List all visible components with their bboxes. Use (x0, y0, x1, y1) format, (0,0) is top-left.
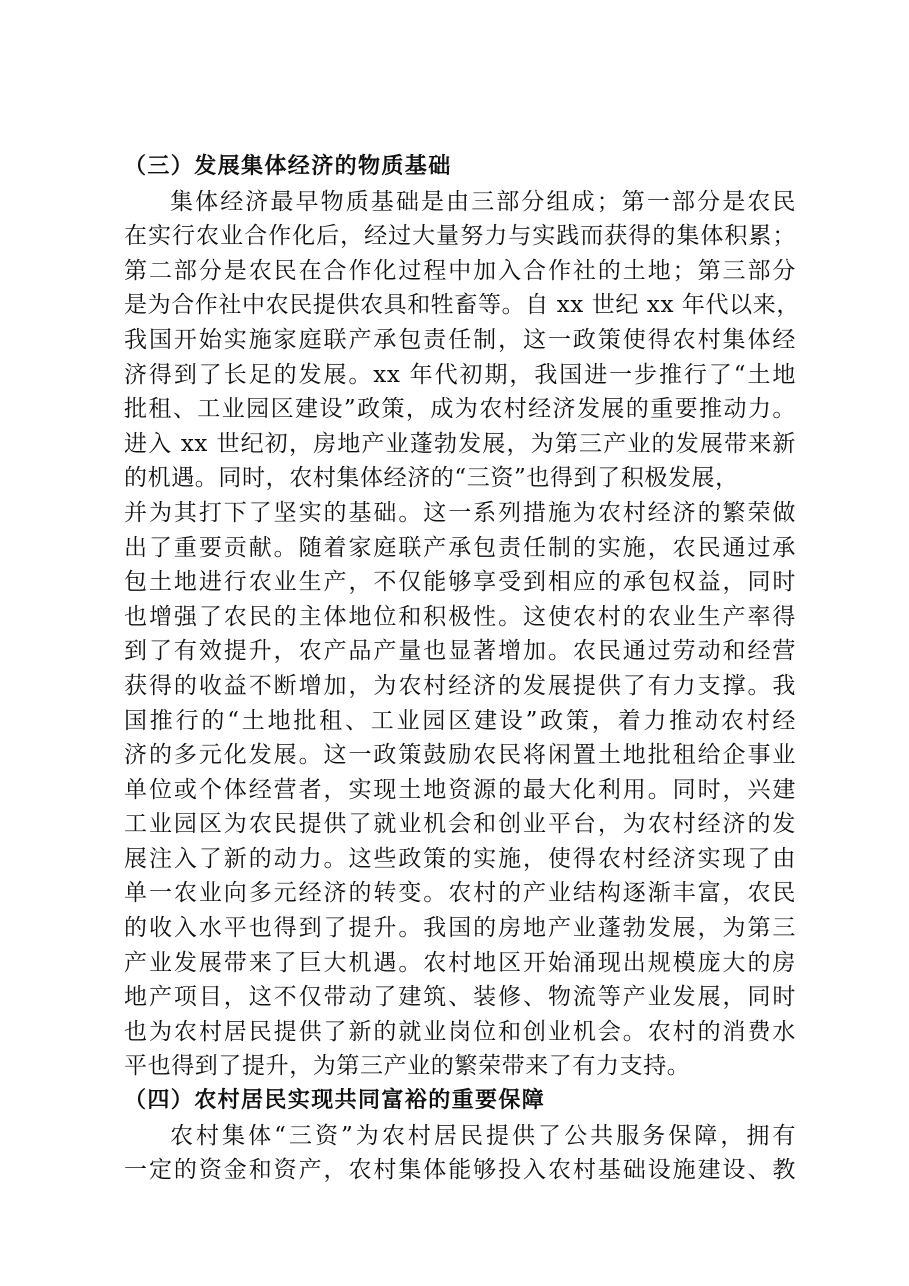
paragraph-line: 济得到了长足的发展。xx 年代初期，我国进一步推行了“土地 (124, 361, 796, 388)
section-heading-3: （三）发展集体经济的物质基础 (124, 154, 452, 179)
paragraph-line: 地产项目，这不仅带动了建筑、装修、物流等产业发展，同时 (124, 984, 796, 1011)
paragraph-line: 并为其打下了坚实的基础。这一系列措施为农村经济的繁荣做 (124, 499, 796, 526)
paragraph-line: 的机遇。同时，农村集体经济的“三资”也得到了积极发展， (124, 465, 739, 492)
paragraph-line: 单一农业向多元经济的转变。农村的产业结构逐渐丰富，农民 (124, 880, 796, 907)
paragraph-line: 农村集体“三资”为农村居民提供了公共服务保障，拥有 (170, 1122, 796, 1149)
section-heading-4: （四）农村居民实现共同富裕的重要保障 (124, 1088, 546, 1114)
paragraph-line: 在实行农业合作化后，经过大量努力与实践而获得的集体积累； (124, 223, 796, 250)
paragraph-line: 到了有效提升，农产品产量也显著增加。农民通过劳动和经营 (124, 638, 796, 665)
paragraph-line: 我国开始实施家庭联产承包责任制，这一政策使得农村集体经 (124, 326, 796, 353)
paragraph-line: 一定的资金和资产，农村集体能够投入农村基础设施建设、教 (124, 1157, 796, 1184)
paragraph-line: 展注入了新的动力。这些政策的实施，使得农村经济实现了由 (124, 845, 796, 872)
paragraph-line: 第二部分是农民在合作化过程中加入合作社的土地；第三部分 (124, 257, 796, 284)
paragraph-line: 包土地进行农业生产，不仅能够享受到相应的承包权益，同时 (124, 569, 796, 596)
paragraph-line: 国推行的“土地批租、工业园区建设”政策，着力推动农村经 (124, 707, 796, 734)
paragraph-line: 产业发展带来了巨大机遇。农村地区开始涌现出规模庞大的房 (124, 949, 796, 976)
paragraph-common-prosperity (124, 1119, 796, 1188)
paragraph-line: 也增强了农民的主体地位和积极性。这使农村的农业生产率得 (124, 603, 796, 630)
paragraph-line: 平也得到了提升，为第三产业的繁荣带来了有力支持。 (124, 1053, 691, 1080)
paragraph-line: 单位或个体经营者，实现土地资源的最大化利用。同时，兴建 (124, 776, 796, 803)
paragraph-line: 的收入水平也得到了提升。我国的房地产业蓬勃发展，为第三 (124, 915, 796, 942)
paragraph-line: 工业园区为农民提供了就业机会和创业平台，为农村经济的发 (124, 811, 796, 838)
paragraph-line: 集体经济最早物质基础是由三部分组成；第一部分是农民 (170, 188, 796, 215)
paragraph-line: 进入 xx 世纪初，房地产业蓬勃发展，为第三产业的发展带来新 (124, 430, 796, 457)
paragraph-line: 获得的收益不断增加，为农村经济的发展提供了有力支撑。我 (124, 672, 796, 699)
paragraph-line: 批租、工业园区建设”政策，成为农村经济发展的重要推动力。 (124, 396, 796, 423)
document-page (124, 150, 800, 1188)
paragraph-line: 济的多元化发展。这一政策鼓励农民将闲置土地批租给企事业 (124, 742, 796, 769)
paragraph-line: 是为合作社中农民提供农具和牲畜等。自 xx 世纪 xx 年代以来， (124, 292, 800, 319)
paragraph-material-basis (124, 185, 800, 1084)
paragraph-line: 出了重要贡献。随着家庭联产承包责任制的实施，农民通过承 (124, 534, 796, 561)
paragraph-line: 也为农村居民提供了新的就业岗位和创业机会。农村的消费水 (124, 1018, 796, 1045)
